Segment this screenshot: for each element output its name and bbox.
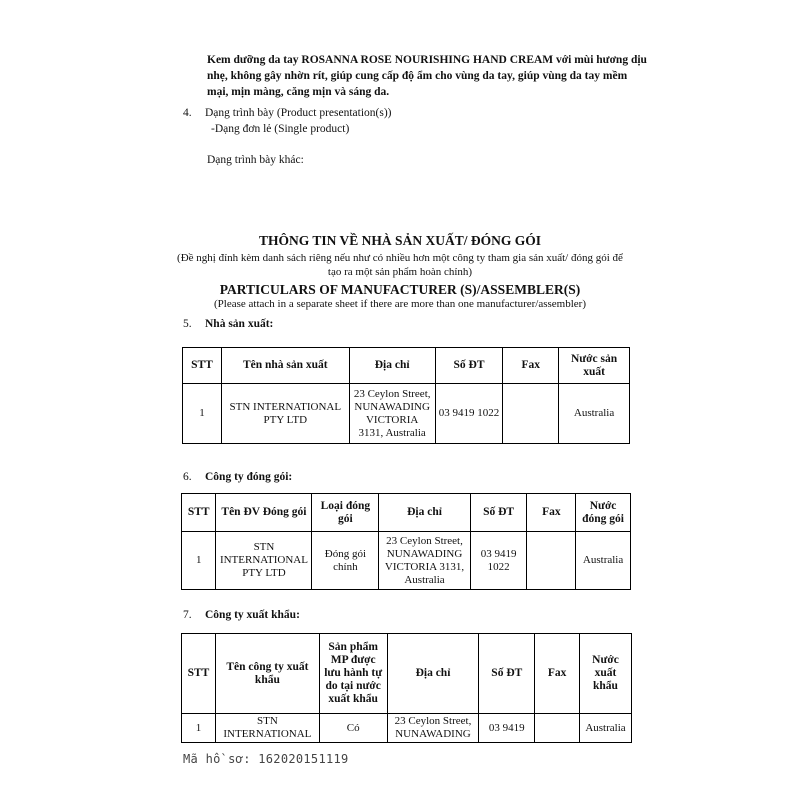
table-header-row bbox=[182, 634, 632, 714]
section-7-label bbox=[183, 609, 300, 621]
col-exporter-name: Tên công ty xuất khẩu bbox=[215, 634, 319, 714]
other-presentation-label: Dạng trình bày khác: bbox=[207, 154, 304, 166]
manufacturer-note-en: (Please attach in a separate sheet if there are more than one manufacturer/assembler) bbox=[214, 298, 586, 310]
section-5-title: Nhà sản xuất: bbox=[205, 318, 274, 330]
cell-phone: 03 9419 1022 bbox=[435, 384, 503, 444]
manufacturer-heading-en: PARTICULARS OF MANUFACTURER (S)/ASSEMBLER(S) bbox=[219, 282, 581, 297]
section-4-line1 bbox=[183, 105, 392, 121]
table-header-row bbox=[182, 494, 631, 532]
section-4-single-product: -Dạng đơn lẻ (Single product) bbox=[211, 123, 350, 135]
section-6-label bbox=[183, 471, 292, 483]
record-id: Mã hồ sơ: 162020151119 bbox=[183, 752, 349, 766]
col-stt: STT bbox=[182, 634, 216, 714]
col-fax: Fax bbox=[503, 348, 559, 384]
col-free-sale: Sản phẩm MP được lưu hành tự do tại nước xuất khẩu bbox=[319, 634, 387, 714]
col-phone: Số ĐT bbox=[479, 634, 535, 714]
manufacturer-heading-vi: THÔNG TIN VỀ NHÀ SẢN XUẤT/ ĐÓNG GÓI bbox=[259, 233, 541, 248]
cell-manufacturer-name: STN INTERNATIONAL PTY LTD bbox=[221, 384, 349, 444]
col-fax: Fax bbox=[535, 634, 580, 714]
col-packager-name: Tên ĐV Đóng gói bbox=[216, 494, 312, 532]
col-stt: STT bbox=[182, 494, 216, 532]
cell-country: Australia bbox=[559, 384, 630, 444]
cell-phone: 03 9419 bbox=[479, 714, 535, 743]
col-stt: STT bbox=[183, 348, 222, 384]
cell-address: 23 Ceylon Street, NUNAWADING bbox=[387, 714, 479, 743]
manufacturer-note-vi-text: (Đề nghị đính kèm danh sách riêng nếu như có nhiều hơn một công ty tham gia sản xuất/ đóng gói để tạo ra một sản phẩm hoàn chỉnh) bbox=[177, 252, 623, 278]
section-6-number: 6. bbox=[183, 471, 192, 483]
cell-fax bbox=[535, 714, 580, 743]
cell-phone: 03 9419 1022 bbox=[470, 532, 527, 590]
product-description: Kem dưỡng da tay ROSANNA ROSE NOURISHING HAND CREAM với mùi hương dịu nhẹ, không gây nhờn rít, giúp cung cấp độ ẩm cho vùng da tay, giúp vùng da tay mềm mại, mịn màng, căng mịn và sáng da. bbox=[207, 54, 647, 98]
section-5-number: 5. bbox=[183, 318, 192, 330]
col-packaging-type: Loại đóng gói bbox=[312, 494, 379, 532]
table-row bbox=[182, 714, 632, 743]
cell-fax bbox=[503, 384, 559, 444]
col-address: Địa chỉ bbox=[379, 494, 470, 532]
section-7-number: 7. bbox=[183, 609, 192, 621]
col-manufacturer-name: Tên nhà sản xuất bbox=[221, 348, 349, 384]
cell-fax bbox=[527, 532, 576, 590]
manufacturer-note-vi bbox=[0, 251, 800, 279]
cell-country: Australia bbox=[579, 714, 631, 743]
section-4-title: Dạng trình bày (Product presentation(s)) bbox=[205, 107, 392, 119]
col-country: Nước sản xuất bbox=[559, 348, 630, 384]
section-6-title: Công ty đóng gói: bbox=[205, 471, 293, 483]
section-4-number: 4. bbox=[183, 107, 192, 119]
cell-address: 23 Ceylon Street, NUNAWADING VICTORIA 3131, Australia bbox=[349, 384, 435, 444]
col-fax: Fax bbox=[527, 494, 576, 532]
col-address: Địa chỉ bbox=[349, 348, 435, 384]
cell-stt: 1 bbox=[182, 714, 216, 743]
section-7-title: Công ty xuất khẩu: bbox=[205, 609, 300, 621]
cell-stt: 1 bbox=[182, 532, 216, 590]
cell-address: 23 Ceylon Street, NUNAWADING VICTORIA 3131, Australia bbox=[379, 532, 470, 590]
table-header-row bbox=[183, 348, 630, 384]
table-row bbox=[182, 532, 631, 590]
col-country: Nước đóng gói bbox=[576, 494, 631, 532]
cell-exporter-name: STN INTERNATIONAL bbox=[215, 714, 319, 743]
cell-free-sale: Có bbox=[319, 714, 387, 743]
cell-packager-name: STN INTERNATIONAL PTY LTD bbox=[216, 532, 312, 590]
manufacturer-table bbox=[182, 347, 630, 444]
exporter-table bbox=[181, 633, 632, 743]
cell-country: Australia bbox=[576, 532, 631, 590]
col-phone: Số ĐT bbox=[470, 494, 527, 532]
cell-stt: 1 bbox=[183, 384, 222, 444]
col-phone: Số ĐT bbox=[435, 348, 503, 384]
col-address: Địa chỉ bbox=[387, 634, 479, 714]
section-5-label bbox=[183, 318, 273, 330]
table-row bbox=[183, 384, 630, 444]
col-country: Nước xuất khẩu bbox=[579, 634, 631, 714]
packager-table bbox=[181, 493, 631, 590]
cell-packaging-type: Đóng gói chính bbox=[312, 532, 379, 590]
section-4-presentation bbox=[183, 105, 392, 137]
